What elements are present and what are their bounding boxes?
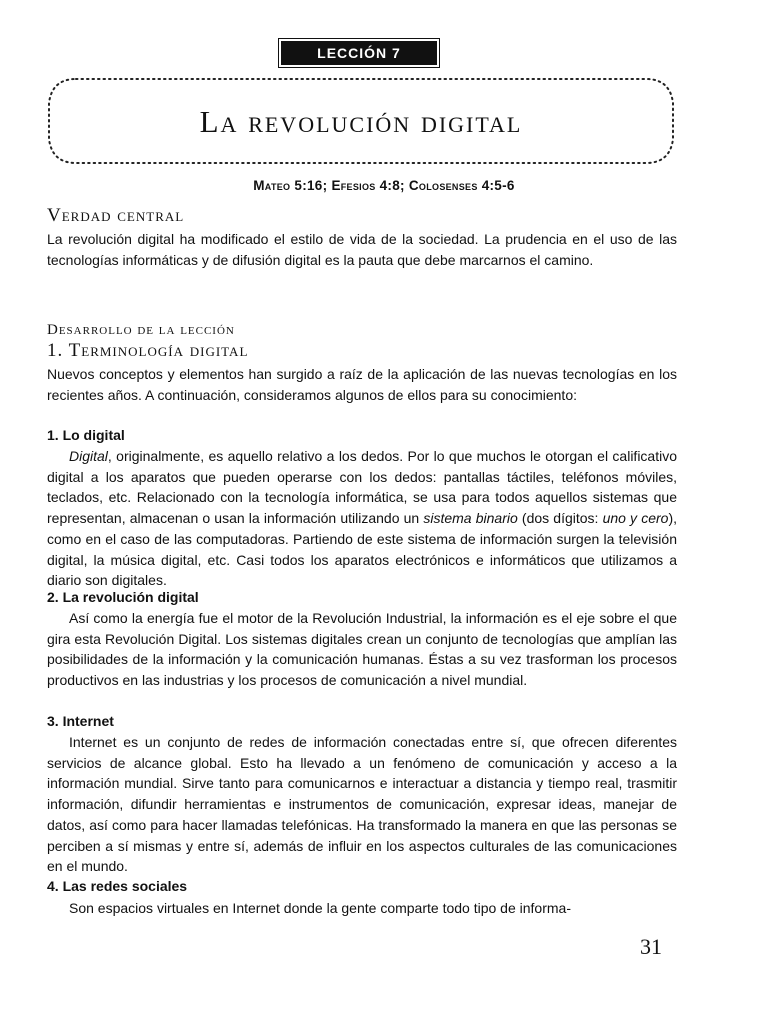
subsection-heading: 2. La revolución digital [47,589,199,605]
section-intro: Nuevos conceptos y elementos han surgido a raíz de la aplicación de las nuevas tecnologías en los recientes años. A continuación, consideramos algunos de ellos para su conocimiento: [47,366,677,403]
title-frame [46,76,676,166]
subsection-heading: 3. Internet [47,713,114,729]
central-truth-heading: Verdad central [47,205,185,226]
italic-term: uno y cero [602,510,669,527]
subsection-text: Internet es un conjunto de redes de información conectadas entre sí, que ofrecen diferentes servicios de alcance global. Esto ha llevado a un fenómeno de comunicación y acceso a la información mundial. Sirve tanto para comunicarnos e interactuar a distancia y tiempo real, trasmitir información, difundir herramientas e instrumentos de comunicación, expresar ideas, manejar de datos, así como para hacer llamadas telefónicas. Ha transformado la manera en que las personas se perciben a sí mismas y entre sí, además de influir en los aspectos culturales de las comunicaciones en el mundo. [47,734,677,875]
text-run: ), como en el caso de las computadoras. Partiendo de este sistema de información surgen la televisión digital, la música digital, etc. Casi todos los aparatos electrónicos e informáticos que utilizamos a diario son digitales. [47,510,677,589]
lesson-badge [278,38,440,68]
page-title: La revolución digital [199,104,523,139]
subsection-text [47,446,677,591]
subsection-heading: 1. Lo digital [47,427,125,443]
lesson-label: LECCIÓN 7 [281,41,437,65]
text-run: (dos dígitos: [517,510,603,527]
subsection-heading: 4. Las redes sociales [47,878,188,894]
page-number: 31 [640,934,662,959]
bible-references: Mateo 5:16; Efesios 4:8; Colosenses 4:5-6 [253,178,515,193]
section-heading: 1. Terminología digital [47,340,249,361]
central-truth-text: La revolución digital ha modificado el estilo de vida de la sociedad. La prudencia en el uso de las tecnologías informáticas y de difusión digital es la pauta que debe marcarnos el camino. [47,231,677,268]
subsection-text: Así como la energía fue el motor de la Revolución Industrial, la información es el eje sobre el que gira esta Revolución Digital. Los sistemas digitales crean un conjunto de tecnologías que amplían las posibilidades de la información y la comunicación humanas. Éstas a su vez trasforman los procesos productivos en las industrias y los procesos de comunicación a nivel mundial. [47,610,677,689]
italic-term: Digital [69,448,108,464]
subsection-text: Son espacios virtuales en Internet donde la gente comparte todo tipo de informa- [69,900,571,916]
italic-term: sistema binario [423,510,518,527]
text-run: , originalmente, es aquello relativo a los dedos. Por lo que muchos le otorgan el calificativo digital a los aparatos que pueden operarse con los dedos: pantallas táctiles, teléfonos móviles, teclados, etc. Relacionado con la tecnología informática, se usa para todos aquellos sistemas que representan, almacenan o usan la información utilizando un [47,448,677,527]
development-label: Desarrollo de la lección [47,322,235,338]
